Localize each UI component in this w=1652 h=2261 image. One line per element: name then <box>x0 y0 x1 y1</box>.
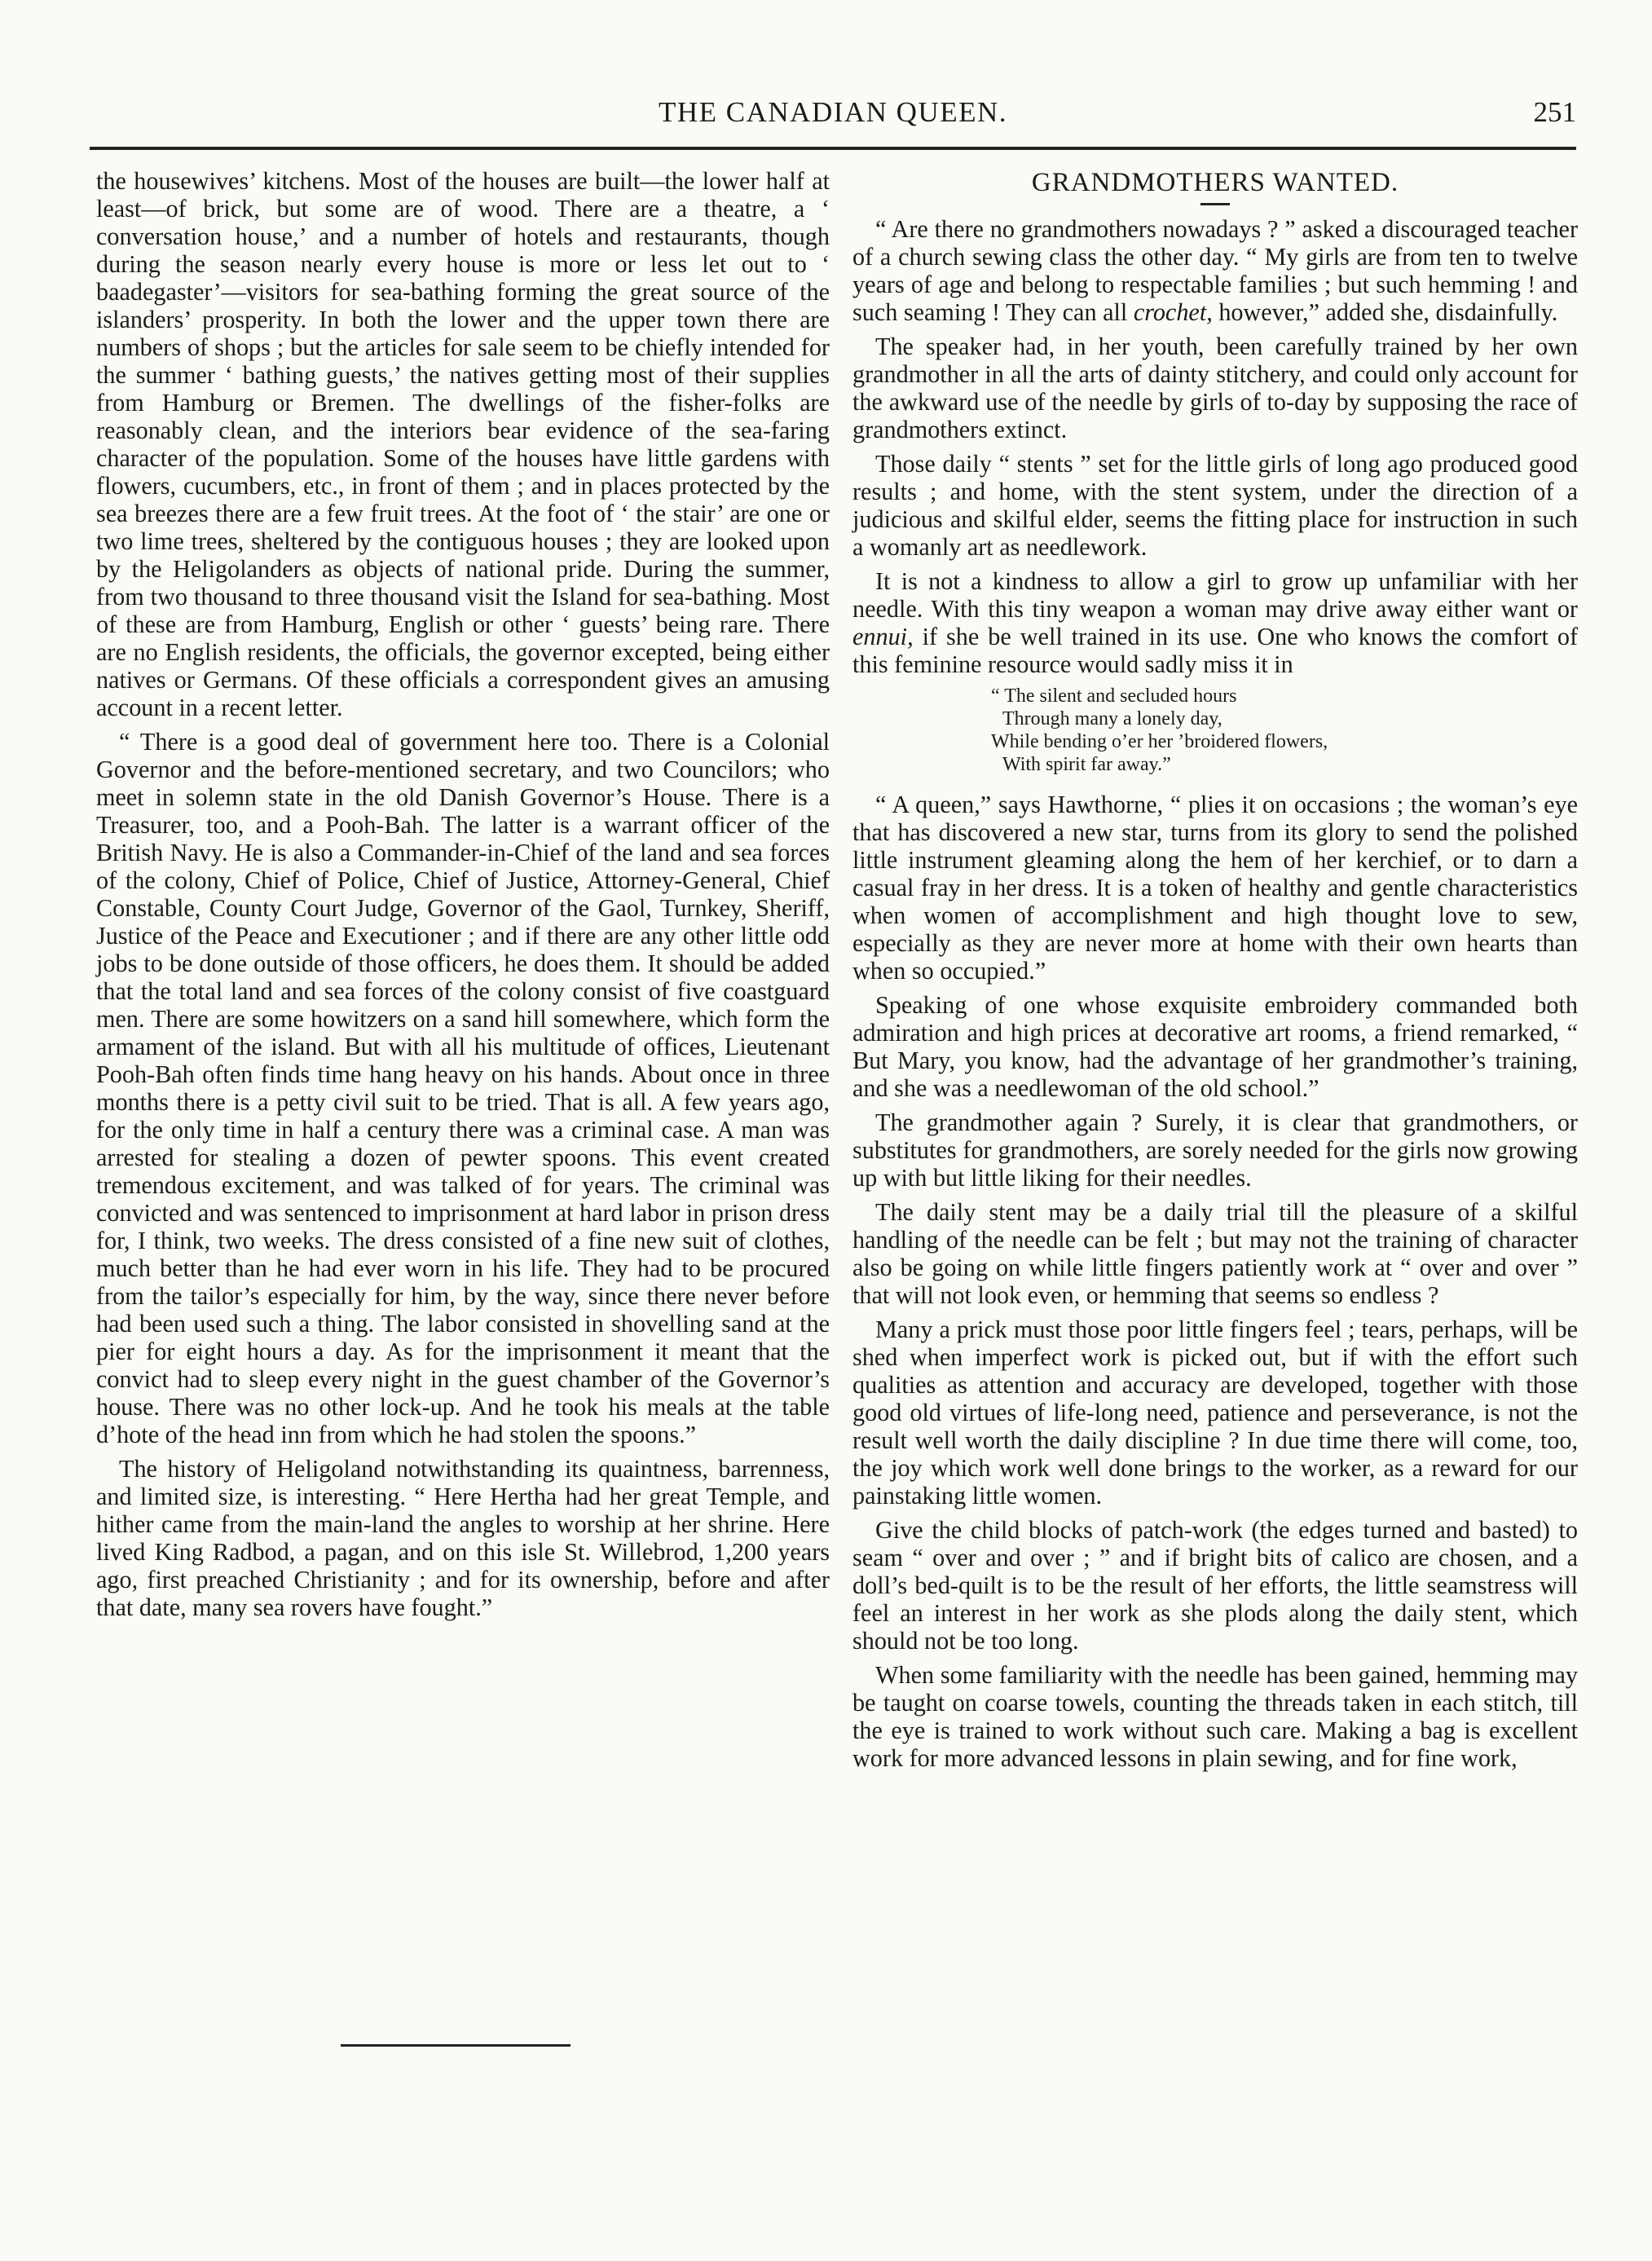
page-number: 251 <box>1533 96 1576 128</box>
page-header <box>90 96 1576 139</box>
verse-line: “ The silent and secluded hours <box>991 685 1237 707</box>
running-title: THE CANADIAN QUEEN. <box>658 96 1008 128</box>
italic-word: crochet, <box>1133 298 1213 326</box>
italic-word: ennui, <box>852 623 914 650</box>
paragraph: “ A queen,” says Hawthorne, “ plies it on occasions ; the woman’s eye that has discovered a new star, turns from its glory to send the polished little instrument gleaming along the hem of her kerchief, or to darn a casual fray in her dress. It is a token of healthy and gentle characteristics when women of accomplishment and high thought love to sew, especially as they are never more at home with their own hearts than when so occupied.” <box>852 791 1578 985</box>
left-column <box>96 167 830 1628</box>
verse-line: With spirit far away.” <box>1002 754 1171 775</box>
paragraph: Give the child blocks of patch-work (the edges turned and basted) to seam “ over and over ; ” and if bright bits of calico are chosen, and a doll’s bed-quilt is to be the result of her efforts, the little seamstress will feel an interest in her work as she plods along the daily stent, which should not be too long. <box>852 1516 1578 1655</box>
article-end-rule <box>341 2044 570 2047</box>
paragraph: The daily stent may be a daily trial till the pleasure of a skilful handling of the needle can be felt ; but may not the training of character also be going on while little fingers patiently work at “ over and over ” that will not look even, or hemming that seems so endless ? <box>852 1198 1578 1309</box>
paragraph: When some familiarity with the needle has been gained, hemming may be taught on coarse towels, counting the threads taken in each stitch, till the eye is trained to work without such care. Making a bag is excellent work for more advanced lessons in plain sewing, and for fine work, <box>852 1661 1578 1772</box>
paragraph: Speaking of one whose exquisite embroidery commanded both admiration and high prices at decorative art rooms, a friend remarked, “ But Mary, you know, had the advantage of her grandmother’s training, and she was a needlewoman of the old school.” <box>852 991 1578 1102</box>
paragraph: the housewives’ kitchens. Most of the houses are built—the lower half at least—of brick, but some are of wood. There are a theatre, a ‘ conversation house,’ and a number of hotels and restaurants, though during the season nearly every house is more or less let out to ‘ baadegaster’—visitors for sea-bathing forming the great source of the islanders’ prosperity. In both the lower and the upper town there are numbers of shops ; but the articles for sale seem to be chiefly intended for the summer ‘ bathing guests,’ the natives getting most of their supplies from Hamburg or Bremen. The dwellings of the fisher-folks are reasonably clean, and the interiors bear evidence of the sea-faring character of the population. Some of the houses have little gardens with flowers, cucumbers, etc., in front of them ; and in places protected by the sea breezes there are a few fruit trees. At the foot of ‘ the stair’ are one or two lime trees, sheltered by the contiguous houses ; they are looked upon by the Heligolanders as objects of national pride. During the summer, from two thousand to three thousand visit the Island for sea-bathing. Most of these are from Hamburg, English or other ‘ guests’ being rare. There are no English residents, the officials, the governor excepted, being either natives or Germans. Of these officials a correspondent gives an amusing account in a recent letter. <box>96 167 830 721</box>
heading-dash <box>1200 203 1230 205</box>
paragraph: It is not a kindness to allow a girl to grow up unfamiliar with her needle. With this tiny weapon a woman may drive away either want or ennui, if she be well trained in its use. One who knows the comfort of this feminine resource would sadly miss it in <box>852 567 1578 678</box>
paragraph: “ Are there no grandmothers nowadays ? ” asked a discouraged teacher of a church sewing class the other day. “ My girls are from ten to twelve years of age and belong to respectable families ; but such hemming ! and such seaming ! They can all crochet, however,” added she, disdainfully. <box>852 215 1578 326</box>
paragraph: The speaker had, in her youth, been carefully trained by her own grandmother in all the arts of dainty stitchery, and could only account for the awkward use of the needle by girls of to-day by supposing the race of grandmothers extinct. <box>852 333 1578 443</box>
paragraph: Many a prick must those poor little fingers feel ; tears, perhaps, will be shed when imperfect work is picked out, but if with the effort such qualities as attention and accuracy are developed, together with those good old virtues of life-long need, patience and perseverance, is not the result well worth the daily discipline ? In due time there will come, too, the joy which work well done brings to the worker, as a reward for our painstaking little women. <box>852 1316 1578 1510</box>
article-heading: GRANDMOTHERS WANTED. <box>1031 168 1399 197</box>
right-column <box>852 167 1578 1778</box>
paragraph: Those daily “ stents ” set for the little girls of long ago produced good results ; and home, with the stent system, under the direction of a judicious and skilful elder, seems the fitting place for instruction in such a womanly art as needlework. <box>852 450 1578 561</box>
verse-quote <box>991 685 1578 776</box>
paragraph: The grandmother again ? Surely, it is clear that grandmothers, or substitutes for grandmothers, are sorely needed for the girls now growing up with but little liking for their needles. <box>852 1108 1578 1192</box>
paragraph: “ There is a good deal of government here too. There is a Colonial Governor and the before-mentioned secretary, and two Councilors; who meet in solemn state in the old Danish Governor’s House. There is a Treasurer, too, and a Pooh-Bah. The latter is a warrant officer of the British Navy. He is also a Commander-in-Chief of the land and sea forces of the colony, Chief of Police, Chief of Justice, Attorney-General, Chief Constable, County Court Judge, Governor of the Gaol, Turnkey, Sheriff, Justice of the Peace and Executioner ; and if there are any other little odd jobs to be done outside of those officers, he does them. It should be added that the total land and sea forces of the colony consist of five coastguard men. There are some howitzers on a sand hill somewhere, which form the armament of the island. But with all his multitude of offices, Lieutenant Pooh-Bah often finds time hang heavy on his hands. About once in three months there is a petty civil suit to be tried. That is all. A few years ago, for the only time in half a century there was a criminal case. A man was arrested for stealing a dozen of pewter spoons. This event created tremendous excitement, and was talked of for years. The criminal was convicted and was sentenced to imprisonment at hard labor in prison dress for, I think, two weeks. The dress consisted of a fine new suit of clothes, much better than he had ever worn in his life. They had to be procured from the tailor’s especially for him, by the way, since there never before had been used such a thing. The labor consisted in shovelling sand at the pier for eight hours a day. As for the imprisonment it meant that the convict had to sleep every night in the guest chamber of the Governor’s house. There was no other lock-up. And he took his meals at the table d’hote of the head inn from which he had stolen the spoons.” <box>96 728 830 1448</box>
verse-line: Through many a lonely day, <box>1002 708 1222 729</box>
verse-line: While bending o’er her ’broidered flowers, <box>991 731 1328 752</box>
paragraph: The history of Heligoland notwithstanding its quaintness, barrenness, and limited size, is interesting. “ Here Hertha had her great Temple, and hither came from the main-land the angles to worship at her shrine. Here lived King Radbod, a pagan, and on this isle St. Willebrod, 1,200 years ago, first preached Christianity ; and for its ownership, before and after that date, many sea rovers have fought.” <box>96 1455 830 1621</box>
header-rule <box>90 147 1576 150</box>
